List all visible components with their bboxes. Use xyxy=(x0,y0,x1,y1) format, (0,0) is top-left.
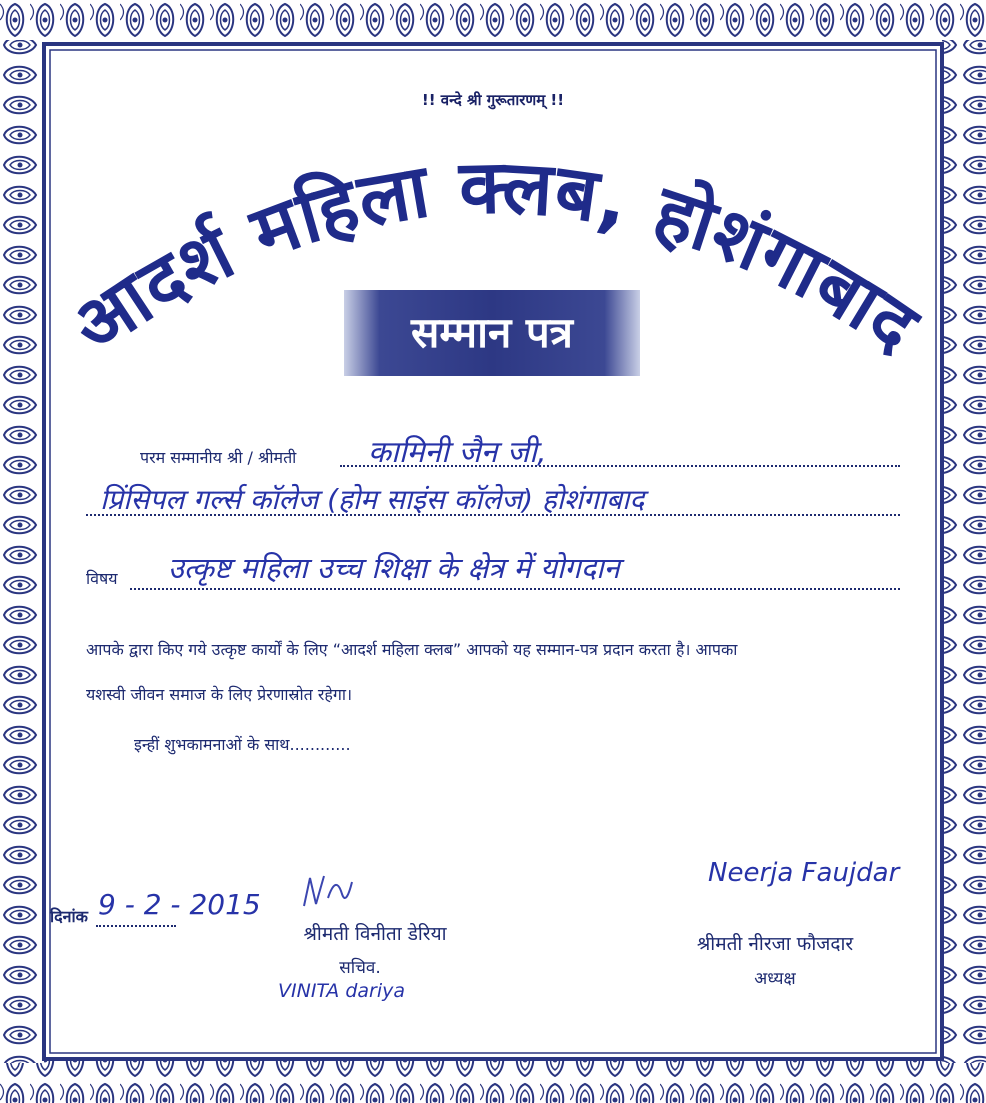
president-name: श्रीमती नीरजा फौजदार xyxy=(696,933,854,955)
honoree-designation: प्रिंसिपल गर्ल्स कॉलेज (होम साइंस कॉलेज) होशंगाबाद xyxy=(100,483,645,516)
subject-value: उत्कृष्ट महिला उच्च शिक्षा के क्षेत्र में योगदान xyxy=(168,551,620,585)
certificate-title-banner xyxy=(344,290,640,376)
date-label: दिनांक xyxy=(50,907,88,926)
motto: !! वन्दे श्री गुरूतारणम् !! xyxy=(421,91,565,109)
closing-line: इन्हीं शुभकामनाओं के साथ............ xyxy=(134,735,351,754)
certificate-title: सम्मान पत्र xyxy=(411,308,573,357)
date-dotted-line xyxy=(96,925,176,927)
secretary-name: श्रीमती विनीता डेरिया xyxy=(303,923,447,945)
secretary-handwritten-name: VINITA dariya xyxy=(278,980,405,1002)
honoree-label: परम सम्मानीय श्री / श्रीमती xyxy=(140,448,297,467)
club-name: आदर्श महिला क्लब, होशंगाबाद xyxy=(57,144,934,370)
secretary-initials-signature xyxy=(296,868,356,918)
date-value: 9 - 2 - 2015 xyxy=(98,888,261,921)
subject-dotted-line xyxy=(130,588,900,590)
honoree-name: कामिनी जैन जी, xyxy=(368,435,547,470)
subject-label: विषय xyxy=(86,569,118,588)
secretary-role: सचिव. xyxy=(339,958,381,978)
body-line-1: आपके द्वारा किए गये उत्कृष्ट कार्यों के लिए “आदर्श महिला क्लब” आपको यह सम्मान-पत्र प्रदान करता है। आपका xyxy=(86,640,738,659)
president-signature: Neerja Faujdar xyxy=(708,858,900,888)
body-line-2: यशस्वी जीवन समाज के लिए प्रेरणास्रोत रहेगा। xyxy=(86,685,353,704)
president-role: अध्यक्ष xyxy=(754,969,796,989)
